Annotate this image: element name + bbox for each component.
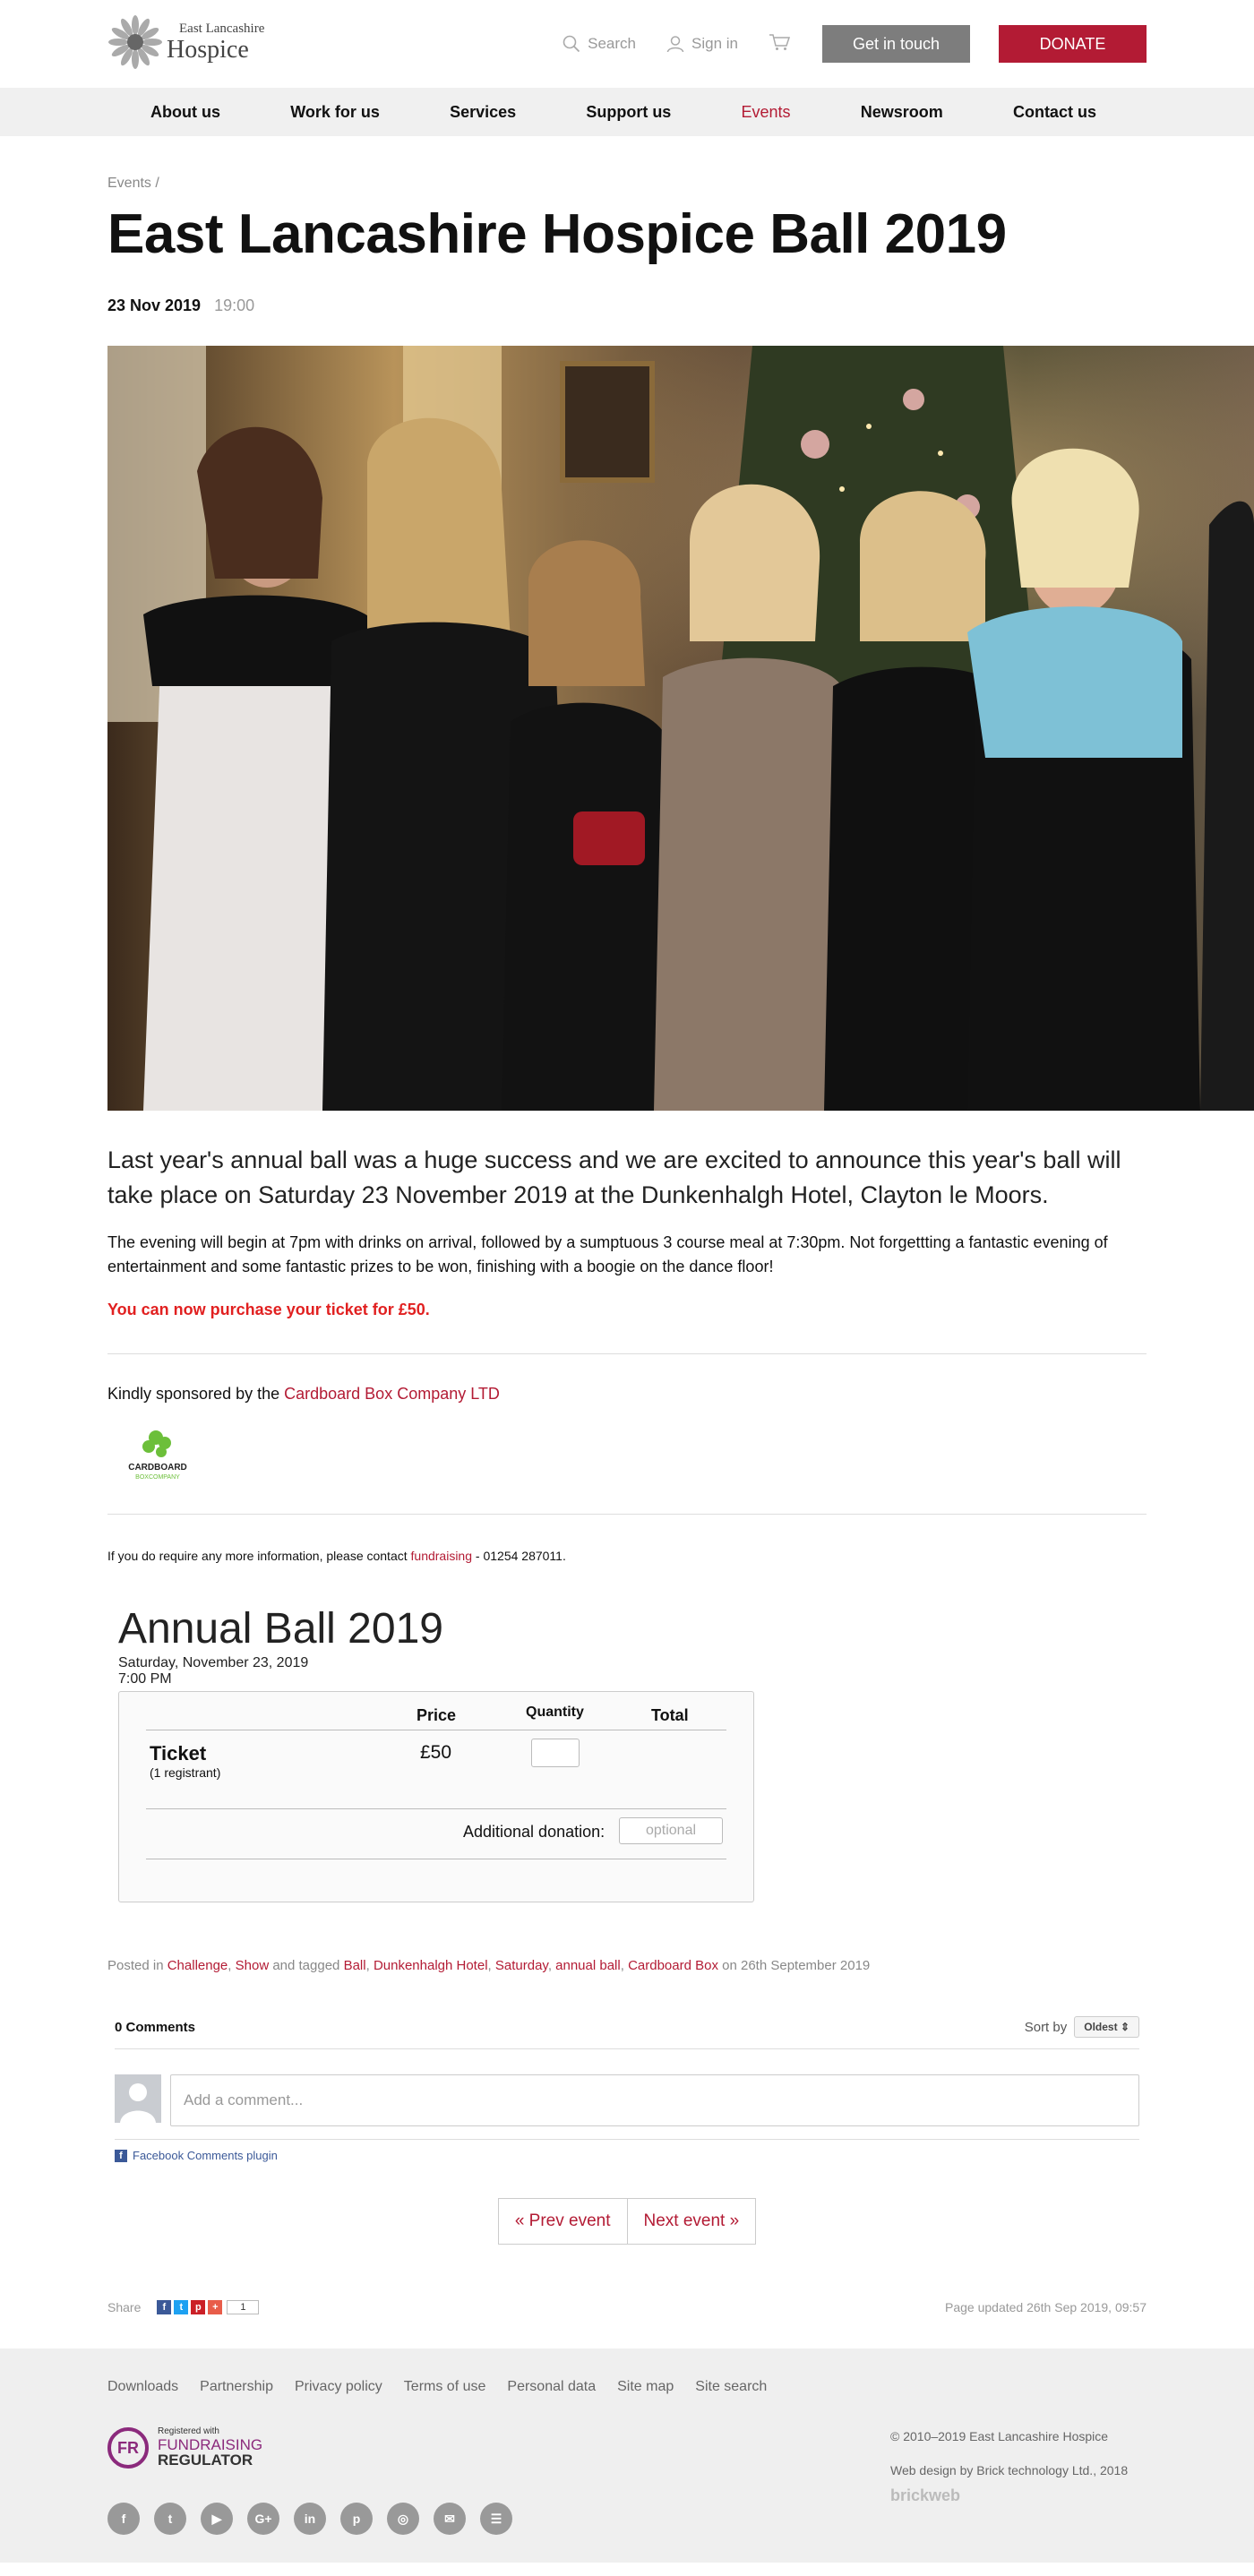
nav-list [54,88,1200,136]
donation-input[interactable]: optional [619,1817,723,1844]
divider [107,1514,1147,1515]
sort-control [1025,2016,1139,2038]
avatar [115,2074,161,2123]
page-title: East Lancashire Hospice Ball 2019 [107,203,1007,265]
search-link[interactable] [563,35,636,53]
nav-item-support-us[interactable]: Support us [586,102,672,121]
cart-icon [769,33,790,51]
search-label: Search [588,35,637,52]
donation-label: Additional donation: [463,1823,606,1841]
sort-select[interactable] [1074,2016,1139,2038]
sponsor-logo-line1: CARDBOARD [128,1463,187,1473]
quantity-input[interactable] [531,1739,580,1767]
ticket-registrants: (1 registrant) [150,1765,221,1780]
main-nav [0,88,1254,136]
signin-label: Sign in [691,35,738,52]
tag-dunkenhalgh-hotel[interactable]: Dunkenhalgh Hotel [373,1958,488,1973]
sponsor-link[interactable]: Cardboard Box Company LTD [284,1385,500,1403]
booking-time: 7:00 PM [118,1671,172,1687]
tagged-text: and tagged [269,1958,344,1973]
fundraising-link[interactable]: fundraising [410,1549,473,1563]
twitter-icon[interactable]: t [174,2300,188,2314]
next-event-button[interactable]: Next event » [628,2198,757,2245]
info-prefix: If you do require any more information, please contact [107,1549,411,1563]
site-header [54,0,1200,88]
facebook-icon[interactable]: f [157,2300,171,2314]
tag-cardboard-box[interactable]: Cardboard Box [628,1958,718,1973]
event-time: 19:00 [214,296,255,314]
copyright: © 2010–2019 East Lancashire Hospice [890,2429,1109,2443]
sponsor-text [107,1385,1147,1404]
nav-item-work-for-us[interactable]: Work for us [290,102,380,121]
divider [146,1808,726,1809]
comment-count: 0 Comments [115,2019,196,2035]
linkedin-icon[interactable]: in [294,2503,326,2535]
nav-item-services[interactable]: Services [450,102,517,121]
comments-header [115,2016,1139,2038]
share-label: Share [107,2300,142,2314]
footer-link-site-map[interactable]: Site map [617,2379,674,2394]
comment-compose [115,2074,1139,2126]
category-show[interactable]: Show [235,1958,270,1973]
logo-line1: East Lancashire [179,21,265,36]
col-price: Price [417,1706,457,1724]
facebook-icon: f [115,2150,127,2162]
cart-button[interactable] [769,33,790,56]
posted-date: on 26th September 2019 [717,1958,871,1973]
hero-photo [107,346,1254,1111]
footer-link-partnership[interactable]: Partnership [200,2379,273,2394]
event-datetime [107,296,1147,315]
facebook-comments-plugin-link[interactable] [115,2149,1139,2162]
fr-line1: Registered with [158,2426,219,2436]
sunflower-logo-icon [107,14,163,70]
prev-event-button[interactable]: « Prev event [498,2198,628,2245]
pinterest-icon[interactable]: p [340,2503,373,2535]
booking-date: Saturday, November 23, 2019 [118,1655,309,1670]
sponsor-logo[interactable] [124,1427,192,1482]
brickweb-logo[interactable]: brickweb [890,2486,961,2504]
event-date: 23 Nov 2019 [107,296,202,314]
site-footer [0,2348,1254,2563]
search-icon [563,35,580,53]
site-logo[interactable] [107,14,264,70]
google-plus-icon[interactable]: G+ [247,2503,279,2535]
tag-ball[interactable]: Ball [343,1958,366,1973]
separator: , [487,1958,495,1973]
post-meta [107,1958,1147,1973]
footer-links [107,2379,788,2395]
rss-icon[interactable]: ☰ [480,2503,512,2535]
footer-credits [890,2429,1128,2505]
booking-widget [118,1604,754,1902]
email-icon[interactable]: ✉ [434,2503,466,2535]
posted-in-text: Posted in [107,1958,167,1973]
sponsor-logo-line2: BOXCOMPANY [135,1474,180,1481]
instagram-icon[interactable]: ◎ [387,2503,419,2535]
page [54,0,1200,88]
logo-line2: Hospice [167,35,249,64]
share-bar [107,2300,1147,2314]
plus-icon[interactable]: + [208,2300,222,2314]
plugin-label: Facebook Comments plugin [133,2149,278,2162]
web-design-credit[interactable]: Web design by Brick technology Ltd., 2018 [890,2463,1129,2477]
divider [107,1353,1147,1354]
signin-link[interactable] [666,35,738,53]
fr-line3: REGULATOR [158,2451,253,2469]
get-in-touch-button[interactable]: Get in touch [822,25,970,63]
ticket-price: £50 [420,1742,452,1763]
comment-input[interactable]: Add a comment... [170,2074,1139,2126]
fr-line2: FUNDRAISING [158,2435,263,2453]
twitter-icon[interactable]: t [154,2503,186,2535]
header-utilities [563,25,1147,63]
pinterest-icon[interactable]: p [191,2300,205,2314]
page-updated: Page updated 26th Sep 2019, 09:57 [945,2300,1147,2314]
donate-button[interactable]: DONATE [999,25,1147,63]
ticket-price-note: You can now purchase your ticket for £50. [107,1301,430,1318]
footer-link-terms-of-use[interactable]: Terms of use [403,2379,486,2394]
col-quantity: Quantity [526,1704,584,1720]
nav-item-about-us[interactable]: About us [150,102,220,121]
separator: , [547,1958,556,1973]
main-content [54,176,1200,2314]
info-suffix: - 01254 287011. [472,1549,566,1563]
event-lead: Last year's annual ball was a huge success and we are excited to announce this year's ball will take place on Saturday 23 November 2019 at the Dunkenhalgh Hotel, Clayton le Moors. [107,1146,1121,1208]
group-photo-image [107,346,1254,1111]
breadcrumb[interactable]: Events / [107,176,159,191]
footer-link-personal-data[interactable]: Personal data [507,2379,597,2394]
social-links [107,2503,527,2535]
separator: , [228,1958,236,1973]
fundraising-regulator-badge[interactable] [107,2427,262,2469]
footer-link-site-search[interactable]: Site search [695,2379,768,2394]
event-description: The evening will begin at 7pm with drinks on arrival, followed by a sumptuous 3 course meal at 7:30pm. Not forgettting a fantastic evening of entertainment and some fantastic prizes to be won, finishing with a boogie on the dance floor! [107,1233,1108,1275]
nav-item-contact-us[interactable]: Contact us [1012,102,1096,121]
tag-annual-ball[interactable]: annual ball [555,1958,621,1973]
sponsor-prefix: Kindly sponsored by the [107,1385,285,1403]
share-count: 1 [227,2300,259,2314]
youtube-icon[interactable]: ▶ [201,2503,233,2535]
tag-saturday[interactable]: Saturday [494,1958,548,1973]
share-buttons [107,2300,259,2314]
contact-info [107,1549,1147,1563]
separator: , [365,1958,374,1973]
booking-form [118,1691,754,1902]
col-total: Total [651,1706,689,1724]
footer-link-privacy-policy[interactable]: Privacy policy [294,2379,382,2394]
sort-value: Oldest [1084,2021,1118,2033]
chevron-updown-icon: ⇕ [1120,2021,1129,2033]
fr-badge-icon: FR [107,2427,149,2469]
default-avatar-icon [115,2074,161,2123]
nav-item-newsroom[interactable]: Newsroom [860,102,943,121]
sort-label: Sort by [1024,2019,1068,2035]
footer-link-downloads[interactable]: Downloads [107,2379,179,2394]
category-challenge[interactable]: Challenge [167,1958,228,1973]
facebook-icon[interactable]: f [107,2503,140,2535]
nav-item-events[interactable]: Events [741,102,791,121]
divider [115,2048,1139,2049]
comments-section [107,2016,1147,2162]
event-pager [107,2198,1147,2245]
divider [115,2139,1139,2140]
booking-title: Annual Ball 2019 [118,1605,443,1653]
user-icon [666,35,684,53]
ticket-name: Ticket [150,1742,207,1765]
separator: , [620,1958,629,1973]
